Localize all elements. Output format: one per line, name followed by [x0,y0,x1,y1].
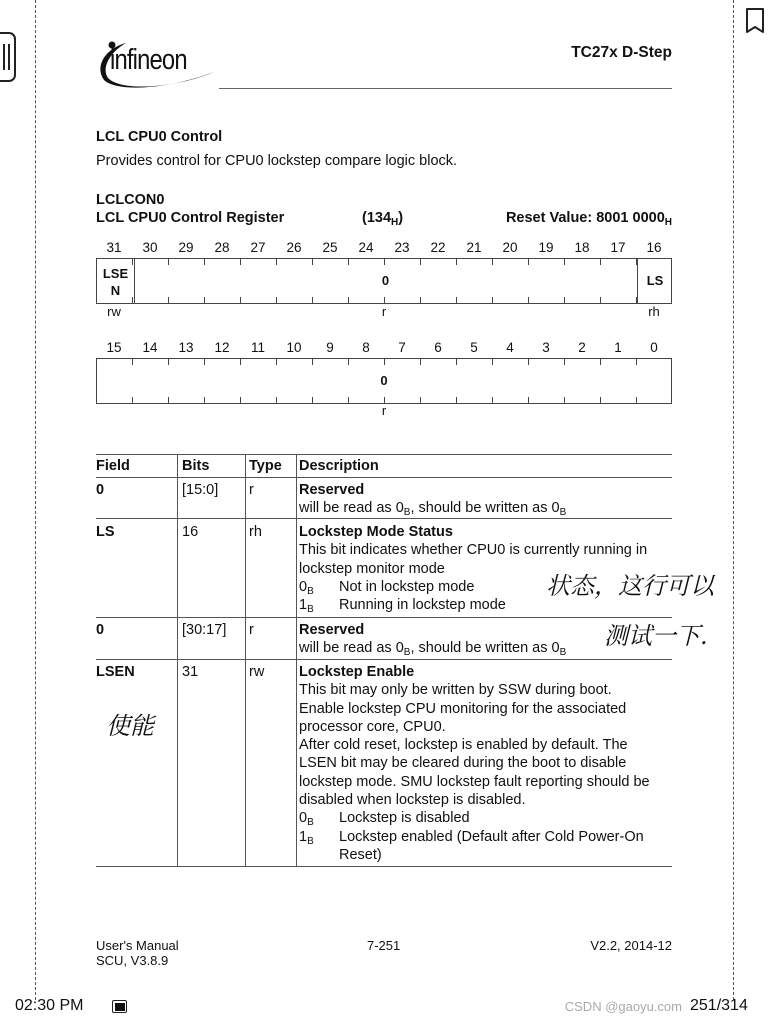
row-field: 0 [96,622,105,638]
header-bits: Bits [182,458,210,474]
bit-number: 25 [322,240,338,255]
bit-number: 30 [142,240,158,255]
bit-number: 24 [358,240,374,255]
bit-tick [348,259,349,265]
bit-tick [168,297,169,303]
bit-tick [636,297,637,303]
bit-tick [204,359,205,365]
bit-tick [420,359,421,365]
bit-tick [456,259,457,265]
page-counter[interactable]: 251/314 [690,997,748,1014]
bit-number: 26 [286,240,302,255]
bit-tick [600,359,601,365]
bit-tick [456,297,457,303]
row-description: Lockstep Enable This bit may only be written by SSW during boot. Enable lockstep CPU monitoring for the associated processor core, CPU0. After cold reset, lockstep is enabled by default. The LSEN bit may be cleared during the boot to disable lockstep mode. SMU lockstep fault reporting should be disabled when lockstep is disabled. $0_B$ Lockstep is disabled $1_B$ Lockstep enabled (Default after Cold Power-On Reset) [299,664,650,863]
bit-number: 7 [398,340,406,355]
header-description: Description [299,458,379,474]
bit-tick [348,359,349,365]
bit-tick [384,297,385,303]
infineon-logo: infineon [96,36,220,92]
bit-number: 31 [106,240,122,255]
bit-number: 6 [434,340,442,355]
bit-tick [132,259,133,265]
row-field: LSEN [96,664,135,680]
field-lsen-cell: LSE N [102,266,129,298]
bit-number: 20 [502,240,518,255]
register-lower-half [96,358,672,404]
bit-tick [420,297,421,303]
bookmark-icon[interactable] [744,7,766,35]
register-reset-value: Reset Value: 8001 $0000_H$ [505,210,672,228]
section-title: LCL CPU0 Control [96,129,223,145]
bit-tick [492,359,493,365]
bit-tick [636,359,637,365]
bit-number: 8 [362,340,370,355]
bit-number: 2 [578,340,586,355]
bit-number: 12 [214,340,230,355]
handwritten-note-test: 测试一下. [604,622,708,650]
bit-number: 29 [178,240,194,255]
bit-number: 18 [574,240,590,255]
bit-number: 9 [326,340,334,355]
bit-number: 19 [538,240,554,255]
bit-number: 11 [250,340,265,355]
sidebar-handle-icon[interactable] [0,32,16,82]
bit-number: 15 [106,340,122,355]
footer-page-number: 7-251 [367,938,401,953]
header-field: Field [96,458,130,474]
bit-tick [312,297,313,303]
bit-tick [528,259,529,265]
bit-tick [636,259,637,265]
bit-tick [456,359,457,365]
ls-access-type: rh [648,304,660,319]
field-reserved-upper-cell: 0 [381,273,390,288]
handwritten-note-status: 状态，这行可以 [546,572,714,600]
bit-tick [132,359,133,365]
register-short-name: LCLCON0 [96,192,165,208]
bit-number: 16 [646,240,662,255]
lsen-access-type: rw [107,304,121,319]
bit-tick [564,259,565,265]
bit-tick [564,297,565,303]
bit-tick [384,259,385,265]
bit-tick [204,259,205,265]
handwritten-note-enable: 使能 [106,712,154,740]
bit-tick [420,259,421,265]
bit-number: 13 [178,340,194,355]
footer-manual: User's Manual SCU, V3.8.9 [96,938,179,968]
bit-tick [312,259,313,265]
bit-tick [240,359,241,365]
bit-tick [132,297,133,303]
bit-tick [564,359,565,365]
bit-tick [240,259,241,265]
bit-tick [600,297,601,303]
row-bits: [30:17] [182,622,227,638]
reserved-lower-access-type: r [381,403,387,418]
row-bits: 16 [182,524,199,540]
row-field: LS [96,524,115,540]
bit-tick [168,359,169,365]
bit-number: 23 [394,240,410,255]
bit-tick [276,297,277,303]
bit-number: 1 [614,340,622,355]
section-intro: Provides control for CPU0 lockstep compare logic block. [96,153,458,169]
doc-title: TC27x D-Step [571,44,672,61]
bit-tick [384,359,385,365]
row-type: rh [249,524,262,540]
row-description: Lockstep Mode Status This bit indicates whether CPU0 is currently running in lockstep monitor mode $0_B$ Not in lockstep mode $1_B$ Running in lockstep mode [299,524,648,616]
bit-number: 28 [214,240,230,255]
watermark: CSDN @gaoyu.com [564,999,682,1014]
battery-icon [112,1000,127,1013]
bit-tick [204,297,205,303]
bit-tick [528,297,529,303]
row-type: rw [249,664,265,680]
footer-version: V2.2, 2014-12 [590,938,672,953]
bit-tick [528,359,529,365]
bit-tick [312,359,313,365]
bit-number: 0 [650,340,658,355]
bit-tick [276,359,277,365]
row-type: r [249,622,254,638]
row-description: Reserved will be read as $0_B$, should be written as $0_B$ [299,622,567,659]
bit-number: 17 [610,240,626,255]
header-type: Type [249,458,282,474]
register-upper-half [96,258,672,304]
header-rule [219,88,672,89]
bit-number: 4 [506,340,514,355]
row-bits: 31 [182,664,199,680]
row-type: r [249,482,254,498]
bit-tick [492,297,493,303]
bit-number: 27 [250,240,266,255]
clock: 02:30 PM [15,997,84,1014]
page-margin-right [733,0,734,1000]
register-offset: $(134_H)$ [362,210,404,228]
bit-tick [168,259,169,265]
row-description: Reserved will be read as $0_B$, should be written as $0_B$ [299,482,567,519]
bit-number: 5 [470,340,478,355]
row-bits: [15:0] [182,482,219,498]
row-field: 0 [96,482,105,498]
bit-number: 3 [542,340,550,355]
bit-number: 10 [286,340,302,355]
bit-number: 14 [142,340,158,355]
bit-number: 22 [430,240,446,255]
field-ls-cell: LS [646,273,664,288]
reserved-upper-access-type: r [381,304,387,319]
register-long-name: LCL CPU0 Control Register [96,210,285,226]
page-margin-left [35,0,36,1000]
bit-tick [240,297,241,303]
bit-tick [492,259,493,265]
bit-number: 21 [466,240,482,255]
field-reserved-lower-cell: 0 [380,373,388,388]
bit-tick [600,259,601,265]
bit-tick [276,259,277,265]
bit-tick [348,297,349,303]
